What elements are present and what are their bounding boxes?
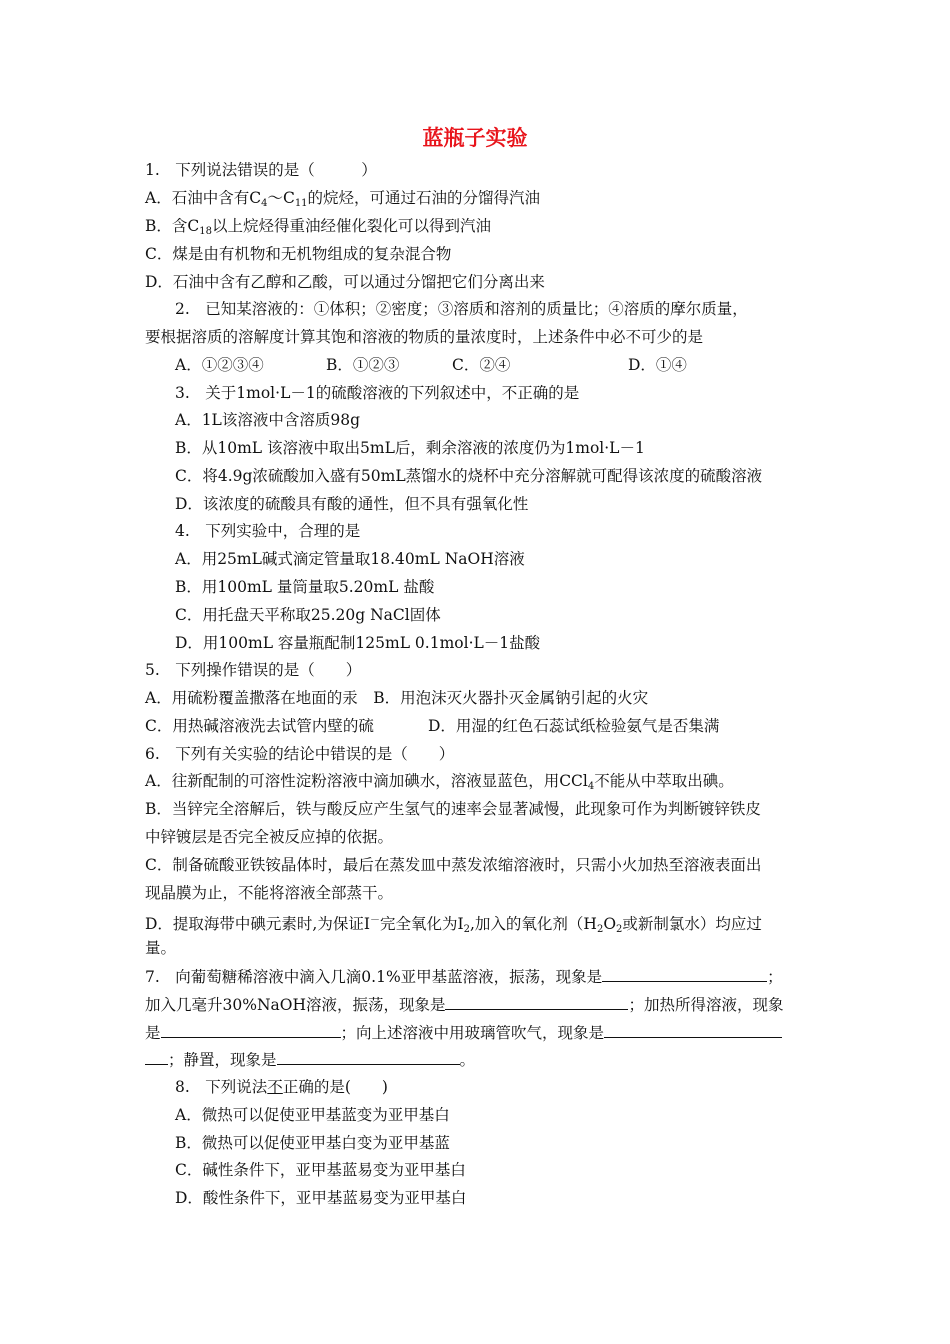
q7-blank-2[interactable] bbox=[445, 994, 628, 1010]
q7-blank-4-cont[interactable] bbox=[145, 1049, 168, 1065]
q7-blank-1[interactable] bbox=[602, 966, 767, 982]
q7-blank-4[interactable] bbox=[604, 1022, 782, 1038]
q2-option-b: B．①②③ bbox=[326, 356, 400, 374]
q6-option-d-line1: D．提取海带中碘元素时,为保证I－完全氧化为$I_2$,加入的氧化剂（$H_2O_2$或新制氯水）均应过 bbox=[145, 915, 762, 935]
q1-option-c: C．煤是由有机物和无机物组成的复杂混合物 bbox=[145, 245, 452, 263]
q1-option-a: A．石油中含有$C_4\sim C_{11}$的烷烃，可通过石油的分馏得汽油 bbox=[145, 189, 541, 209]
q6-option-c-line1: C．制备硫酸亚铁铵晶体时，最后在蒸发皿中蒸发浓缩溶液时，只需小火加热至溶液表面出 bbox=[145, 856, 762, 874]
q1-option-b: B．含$C_{18}$以上烷烃得重油经催化裂化可以得到汽油 bbox=[145, 217, 492, 237]
q2-stem-line1: 2. 已知某溶液的：①体积；②密度；③溶质和溶剂的质量比；④溶质的摩尔质量， bbox=[175, 300, 748, 318]
q8-option-b: B．微热可以促使亚甲基白变为亚甲基蓝 bbox=[175, 1134, 450, 1152]
q8-option-d: D．酸性条件下，亚甲基蓝易变为亚甲基白 bbox=[175, 1189, 467, 1207]
page-title: 蓝瓶子实验 bbox=[422, 126, 528, 150]
q4-option-b: B．用100mL 量筒量取5.20mL 盐酸 bbox=[175, 578, 435, 596]
q2-option-c: C．②④ bbox=[452, 356, 511, 374]
q7-blank-3[interactable] bbox=[161, 1022, 341, 1038]
q7-blank-5[interactable] bbox=[277, 1049, 460, 1065]
q6-option-c-line2: 现晶膜为止，不能将溶液全部蒸干。 bbox=[145, 884, 394, 902]
q8-option-a: A．微热可以促使亚甲基蓝变为亚甲基白 bbox=[175, 1106, 450, 1124]
q1-option-d: D．石油中含有乙醇和乙酸，可以通过分馏把它们分离出来 bbox=[145, 273, 545, 291]
q5-option-c: C．用热碱溶液洗去试管内壁的硫 bbox=[145, 717, 374, 735]
q4-stem: 4. 下列实验中，合理的是 bbox=[175, 522, 361, 540]
q5-option-d: D．用湿的红色石蕊试纸检验氨气是否集满 bbox=[428, 717, 720, 735]
q6-option-b-line2: 中锌镀层是否完全被反应掉的依据。 bbox=[145, 828, 394, 846]
q2-stem-line2: 要根据溶质的溶解度计算其饱和溶液的物质的量浓度时，上述条件中必不可少的是 bbox=[145, 328, 704, 346]
q6-stem: 6. 下列有关实验的结论中错误的是（ ） bbox=[145, 745, 455, 763]
q5-stem: 5. 下列操作错误的是（ ） bbox=[145, 661, 362, 679]
q3-option-b: B．从10mL 该溶液中取出5mL后，剩余溶液的浓度仍为1mol·L－1 bbox=[175, 439, 645, 457]
q4-option-d: D．用100mL 容量瓶配制125mL 0.1mol·L－1盐酸 bbox=[175, 634, 541, 652]
q7-line4: ；静置，现象是 。 bbox=[145, 1049, 475, 1070]
q3-stem: 3. 关于1mol·L－1的硫酸溶液的下列叙述中，不正确的是 bbox=[175, 384, 580, 402]
q6-option-a: A．往新配制的可溶性淀粉溶液中滴加碘水，溶液显蓝色，用CCl$_4$不能从中萃取出碘。 bbox=[145, 772, 734, 792]
q7-line2: 加入几毫升30%NaOH溶液，振荡，现象是 ；加热所得溶液，现象 bbox=[145, 996, 784, 1014]
q6-option-d-line2: 量。 bbox=[145, 939, 177, 957]
q4-option-a: A．用25mL碱式滴定管量取18.40mL NaOH溶液 bbox=[175, 550, 525, 568]
q8-option-c: C．碱性条件下，亚甲基蓝易变为亚甲基白 bbox=[175, 1161, 466, 1179]
q8-stem: 8. 下列说法不正确的是( ) bbox=[175, 1078, 388, 1096]
q2-option-a: A．①②③④ bbox=[175, 356, 264, 374]
q2-option-d: D．①④ bbox=[628, 356, 687, 374]
q3-option-d: D．该浓度的硫酸具有酸的通性，但不具有强氧化性 bbox=[175, 495, 529, 513]
q7-line3: 是 ；向上述溶液中用玻璃管吹气，现象是 bbox=[145, 1022, 782, 1043]
q5-options-ab: A．用硫粉覆盖撒落在地面的汞 B．用泡沫灭火器扑灭金属钠引起的火灾 bbox=[145, 689, 649, 707]
q3-option-c: C．将4.9g浓硫酸加入盛有50mL蒸馏水的烧杯中充分溶解就可配得该浓度的硫酸溶液 bbox=[175, 467, 763, 485]
q1-stem: 1. 下列说法错误的是（ ） bbox=[145, 161, 377, 179]
q6-option-b-line1: B．当锌完全溶解后，铁与酸反应产生氢气的速率会显著减慢，此现象可作为判断镀锌铁皮 bbox=[145, 800, 761, 818]
q3-option-a: A．1L该溶液中含溶质98g bbox=[175, 411, 360, 429]
q4-option-c: C．用托盘天平称取25.20g NaCl固体 bbox=[175, 606, 441, 624]
q7-line1: 7. 向葡萄糖稀溶液中滴入几滴0.1%亚甲基蓝溶液，振荡，现象是 ； bbox=[145, 968, 783, 986]
